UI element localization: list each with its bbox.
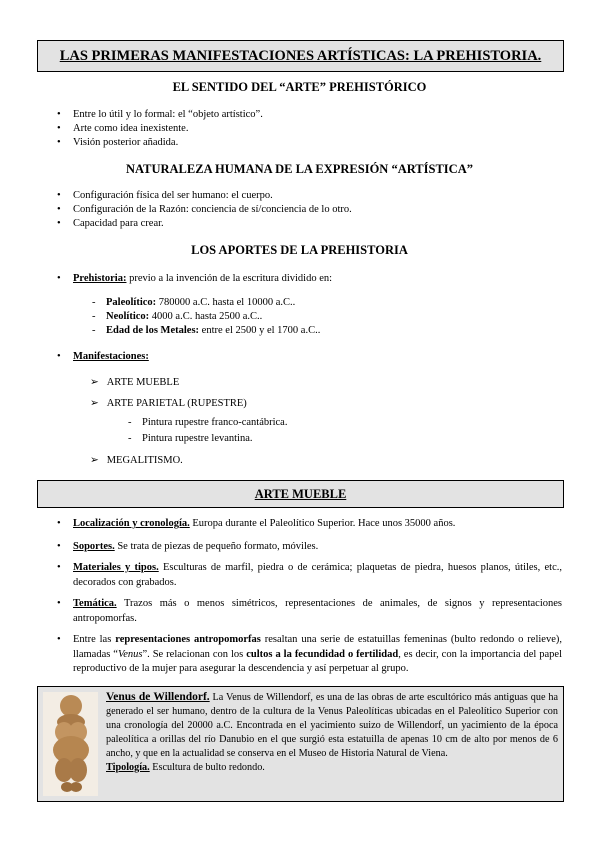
arrow-icon: ➢ (90, 398, 99, 409)
venus-willendorf-image (43, 692, 98, 796)
venus-description: Venus de Willendorf. La Venus de Willendorf, es una de las obras de arte escultórico más antiguas que ha generado el ser humano, dentro de la cultura de la Venus Paleolíticas ubicadas en el Paleolítico Superior con una cronología del 20000 a.C. Encontrada en el yacimiento suizo de Willendorf, un yacimiento de la época paleolítica a orillas del río Danubio en el que surgió esta estatuilla de apenas 10 cm de alto por menos de 6 ancho, y que en la actualidad se conserva en el Museo de Historia Natural de Viena. Tipología. Escultura de bulto redondo. (106, 691, 558, 773)
list-item: • Soportes. Se trata de piezas de pequeño formato, móviles. (57, 541, 319, 552)
manifestacion-arte-mueble: ➢ ARTE MUEBLE (90, 377, 180, 388)
list-item: • Localización y cronología. Europa durante el Paleolítico Superior. Hace unos 35000 años. (57, 518, 456, 529)
period-paleolitico: - Paleolítico: 780000 a.C. hasta el 10000 a.C.. (92, 297, 296, 308)
heading-aportes-prehistoria: LOS APORTES DE LA PREHISTORIA (191, 243, 408, 257)
heading-naturaleza-humana: NATURALEZA HUMANA DE LA EXPRESIÓN “ARTÍSTICA” (126, 162, 473, 176)
period-neolitico: - Neolítico: 4000 a.C. hasta 2500 a.C.. (92, 311, 263, 322)
pintura-levantina: - Pintura rupestre levantina. (128, 433, 253, 444)
arrow-icon: ➢ (90, 455, 99, 466)
page-title: LAS PRIMERAS MANIFESTACIONES ARTÍSTICAS: LA PREHISTORIA. (37, 40, 564, 72)
arrow-icon: ➢ (90, 377, 99, 388)
heading-sentido-arte: EL SENTIDO DEL “ARTE” PREHISTÓRICO (172, 80, 427, 94)
heading-arte-mueble: ARTE MUEBLE (37, 480, 564, 508)
venus-willendorf-box (37, 686, 564, 802)
period-metales: - Edad de los Metales: entre el 2500 y el 1700 a.C.. (92, 325, 321, 336)
list-item: • Temática. Trazos más o menos simétricos, representaciones de animales, de signos y representaciones antropomorfas. (57, 598, 562, 624)
pintura-franco-cantabrica: - Pintura rupestre franco-cantábrica. (128, 417, 288, 428)
manifestacion-megalitismo: ➢ MEGALITISMO. (90, 455, 183, 466)
list-item-venus-intro: • Entre las representaciones antropomorfas resaltan una serie de estatuillas femeninas (bulto redondo o relieve), llamadas “Venus”. Se relacionan con los cultos a la fecundidad o fertilidad, es decir, con la importancia del papel reproductivo de la mujer para asegurar la descendencia y así perpetuar al grupo. (57, 634, 562, 674)
document-page: LAS PRIMERAS MANIFESTACIONES ARTÍSTICAS: LA PREHISTORIA. EL SENTIDO DEL “ARTE” PREHISTÓRICO • Entre lo útil y lo formal: el “objeto artístico”. • Arte como idea inexistente. • Visión posterior añadida. NATURALEZA HUMANA DE LA EXPRESIÓN “ARTÍSTICA” • Configuración física del ser humano: el cuerpo. • Configuración de la Razón: conciencia de sí/conciencia de lo otro. • Capacidad para crear. LOS APORTES DE LA PREHISTORIA • Prehistoria: previo a la invención de la escritura dividido en: - Paleolítico: 780000 a.C. hasta el 10000 a.C.. - Neolítico: 4000 a.C. hasta 2500 a.C.. - Edad de los Metales: entre el 2500 y el 1700 a.C.. • Manifestaciones: ➢ ARTE MUEBLE ➢ ARTE PARIETAL (RUPESTRE) - Pintura rupestre franco-cantábrica. - Pintura rupestre levantina. ➢ MEGALITISMO. ARTE MUEBLE • Localización y cronología. Europa durante el Paleolítico Superior. Hace unos 35000 años. • Soportes. Se trata de piezas de pequeño formato, móviles. • Materiales y tipos. Esculturas de marfil, piedra o de cerámica; plaquetas de piedra, huesos planos, útiles, etc., decorados con grabados. • Temática. Trazos más o menos simétricos, representaciones de animales, de signos y representaciones antropomorfas. • Entre las representaciones antropomorfas resaltan una serie de estatuillas femeninas (bulto redondo o relieve), llamadas “Venus”. Se relacionan con los cultos a la fecundidad o fertilidad, es decir, con la importancia del papel reproductivo de la mujer para asegurar la descendencia y así perpetuar al grupo. Venus de Willendorf. La Venus de Willendorf, es una de las obras de arte escultórico más antiguas que ha generado el ser humano, dentro de la cultura de la Venus Paleolíticas ubicadas en el Paleolítico Superior con una cronología del 20000 a.C. Encontrada en el yacimiento suizo de Willendorf, un yacimiento de la época paleolítica a orillas del río Danubio en el que surgió esta estatuilla de apenas 10 cm de alto por menos de 6 ancho, y que en la actualidad se conserva en el Museo de Historia Natural de Viena. Tipología. Escultura de bulto redondo. (0, 0, 600, 848)
list-item: • Materiales y tipos. Esculturas de marfil, piedra o de cerámica; plaquetas de piedra, huesos planos, útiles, etc., decorados con grabados. (57, 562, 562, 588)
manifestacion-arte-parietal: ➢ ARTE PARIETAL (RUPESTRE) (90, 398, 247, 409)
